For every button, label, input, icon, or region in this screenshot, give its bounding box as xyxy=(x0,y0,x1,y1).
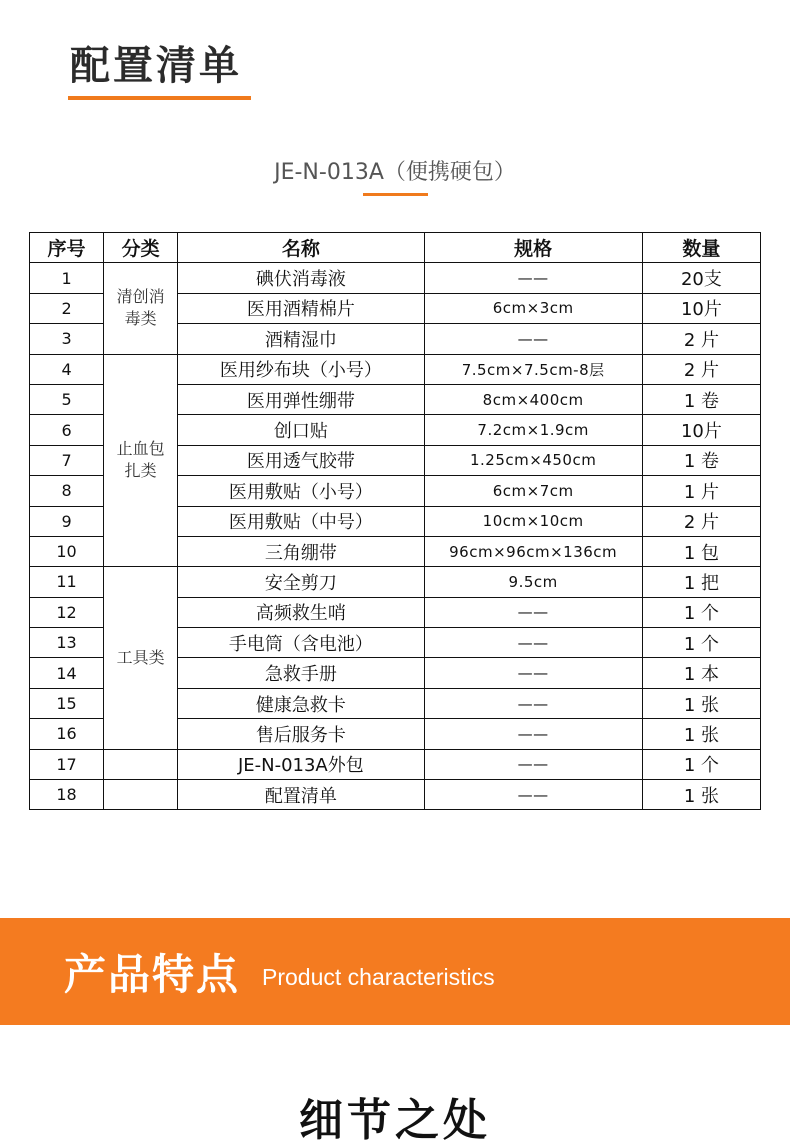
cell-spec: 10cm×10cm xyxy=(424,506,642,536)
cell-name: 碘伏消毒液 xyxy=(178,263,424,293)
cell-no: 13 xyxy=(30,628,104,658)
cell-spec: —— xyxy=(424,688,642,718)
table-header-row xyxy=(30,233,761,263)
cell-no: 8 xyxy=(30,476,104,506)
cell-category: 工具类 xyxy=(104,567,178,749)
cell-spec: —— xyxy=(424,749,642,779)
cell-no: 17 xyxy=(30,749,104,779)
cell-qty: 1 包 xyxy=(642,536,760,566)
cell-qty: 1 片 xyxy=(642,476,760,506)
cell-spec: 6cm×3cm xyxy=(424,293,642,323)
cell-name: 急救手册 xyxy=(178,658,424,688)
cell-no: 6 xyxy=(30,415,104,445)
column-header-no: 序号 xyxy=(30,233,104,263)
cell-name: 医用弹性绷带 xyxy=(178,384,424,414)
table-body xyxy=(30,263,761,810)
cell-qty: 10片 xyxy=(642,293,760,323)
cell-qty: 1 个 xyxy=(642,597,760,627)
cell-name: 高频救生哨 xyxy=(178,597,424,627)
cell-spec: 9.5cm xyxy=(424,567,642,597)
cell-no: 10 xyxy=(30,536,104,566)
config-table xyxy=(29,232,761,810)
cell-spec: —— xyxy=(424,263,642,293)
column-header-spec: 规格 xyxy=(424,233,642,263)
cell-qty: 1 张 xyxy=(642,688,760,718)
cell-name: 健康急救卡 xyxy=(178,688,424,718)
cell-no: 3 xyxy=(30,324,104,354)
cell-name: 售后服务卡 xyxy=(178,719,424,749)
cell-spec: 1.25cm×450cm xyxy=(424,445,642,475)
cell-qty: 1 把 xyxy=(642,567,760,597)
cell-no: 5 xyxy=(30,384,104,414)
cell-name: 手电筒（含电池） xyxy=(178,628,424,658)
cell-name: 安全剪刀 xyxy=(178,567,424,597)
cell-spec: 96cm×96cm×136cm xyxy=(424,536,642,566)
cell-no: 12 xyxy=(30,597,104,627)
cell-name: JE-N-013A外包 xyxy=(178,749,424,779)
cell-qty: 1 个 xyxy=(642,749,760,779)
cell-qty: 1 卷 xyxy=(642,445,760,475)
model-title: JE-N-013A（便携硬包） xyxy=(274,160,516,185)
section-title: 配置清单 xyxy=(70,43,242,89)
model-title-underline xyxy=(363,193,428,196)
column-header-qty: 数量 xyxy=(642,233,760,263)
cell-name: 医用敷贴（小号） xyxy=(178,476,424,506)
cell-qty: 1 张 xyxy=(642,780,760,810)
cell-category xyxy=(104,780,178,810)
cell-no: 1 xyxy=(30,263,104,293)
table-row xyxy=(30,263,761,293)
cell-name: 配置清单 xyxy=(178,780,424,810)
cell-no: 7 xyxy=(30,445,104,475)
cell-no: 14 xyxy=(30,658,104,688)
cell-category: 清创消 毒类 xyxy=(104,263,178,354)
table-row xyxy=(30,749,761,779)
cell-no: 9 xyxy=(30,506,104,536)
cell-name: 创口贴 xyxy=(178,415,424,445)
cell-spec: —— xyxy=(424,628,642,658)
cell-qty: 20支 xyxy=(642,263,760,293)
cell-no: 16 xyxy=(30,719,104,749)
cell-name: 三角绷带 xyxy=(178,536,424,566)
cell-spec: —— xyxy=(424,658,642,688)
table-row xyxy=(30,567,761,597)
cell-qty: 1 本 xyxy=(642,658,760,688)
cell-spec: 7.5cm×7.5cm-8层 xyxy=(424,354,642,384)
cell-qty: 2 片 xyxy=(642,506,760,536)
banner-title: 产品特点 xyxy=(64,950,241,999)
cell-qty: 1 张 xyxy=(642,719,760,749)
cell-name: 医用酒精棉片 xyxy=(178,293,424,323)
cell-name: 医用透气胶带 xyxy=(178,445,424,475)
details-heading: 细节之处 xyxy=(299,1095,491,1146)
cell-no: 2 xyxy=(30,293,104,323)
cell-qty: 1 卷 xyxy=(642,384,760,414)
section-title-underline xyxy=(68,96,251,100)
cell-no: 4 xyxy=(30,354,104,384)
cell-category: 止血包 扎类 xyxy=(104,354,178,567)
cell-name: 医用纱布块（小号） xyxy=(178,354,424,384)
banner-subtitle: Product characteristics xyxy=(262,964,495,990)
cell-qty: 10片 xyxy=(642,415,760,445)
column-header-category: 分类 xyxy=(104,233,178,263)
cell-qty: 2 片 xyxy=(642,354,760,384)
cell-spec: 6cm×7cm xyxy=(424,476,642,506)
cell-spec: —— xyxy=(424,324,642,354)
cell-category xyxy=(104,749,178,779)
cell-spec: 7.2cm×1.9cm xyxy=(424,415,642,445)
column-header-name: 名称 xyxy=(178,233,424,263)
cell-qty: 1 个 xyxy=(642,628,760,658)
cell-no: 15 xyxy=(30,688,104,718)
cell-spec: —— xyxy=(424,719,642,749)
cell-name: 医用敷贴（中号） xyxy=(178,506,424,536)
table-row xyxy=(30,354,761,384)
cell-spec: —— xyxy=(424,780,642,810)
cell-spec: 8cm×400cm xyxy=(424,384,642,414)
cell-no: 11 xyxy=(30,567,104,597)
cell-spec: —— xyxy=(424,597,642,627)
cell-name: 酒精湿巾 xyxy=(178,324,424,354)
cell-no: 18 xyxy=(30,780,104,810)
table-row xyxy=(30,780,761,810)
cell-qty: 2 片 xyxy=(642,324,760,354)
